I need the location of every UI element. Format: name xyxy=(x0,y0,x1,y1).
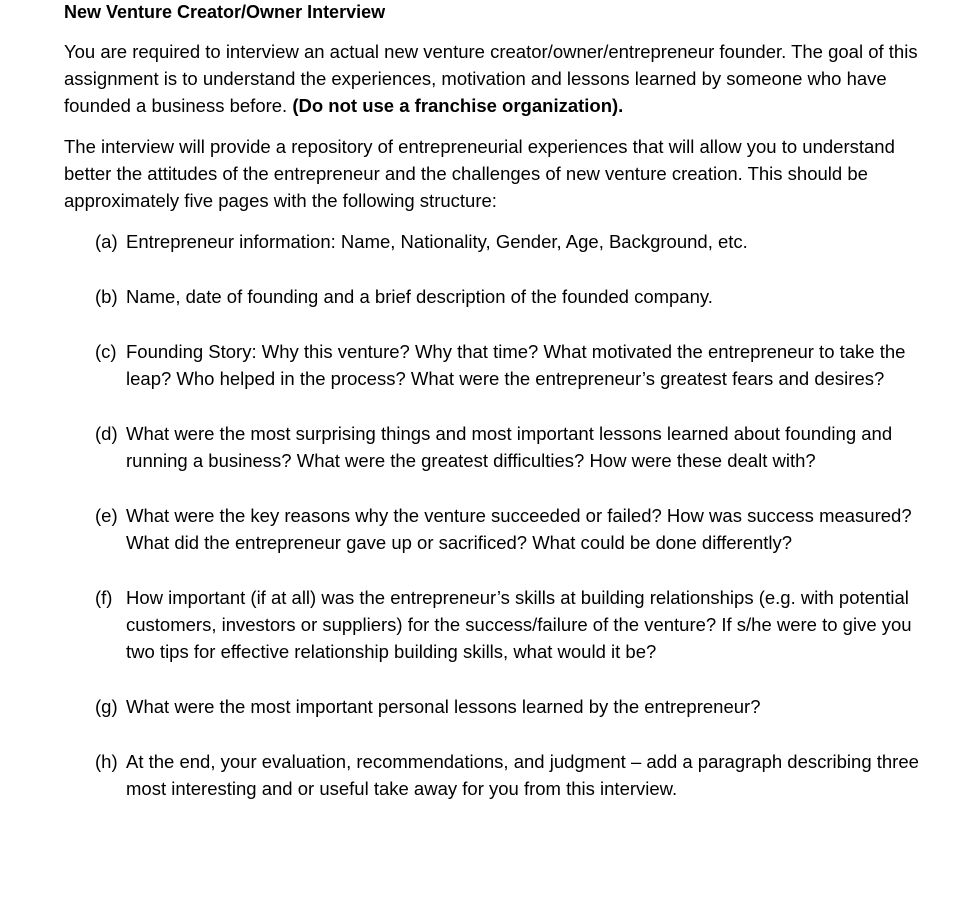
list-marker: (a) xyxy=(95,231,118,252)
list-item-text: Entrepreneur information: Name, Nationality, Gender, Age, Background, etc. xyxy=(126,231,748,252)
list-item-text: What were the most important personal lessons learned by the entrepreneur? xyxy=(126,696,761,717)
list-marker: (c) xyxy=(95,341,117,362)
list-item xyxy=(95,228,944,255)
list-item-text: What were the most surprising things and most important lessons learned about founding and running a business? What were the greatest difficulties? How were these dealt with? xyxy=(126,423,893,471)
franchise-note: (Do not use a franchise organization). xyxy=(292,95,624,116)
list-item xyxy=(95,502,944,556)
list-marker: (f) xyxy=(95,587,113,608)
list-marker: (d) xyxy=(95,423,118,444)
list-marker: (e) xyxy=(95,505,118,526)
list-item-text: Name, date of founding and a brief description of the founded company. xyxy=(126,286,713,307)
interview-structure-list xyxy=(95,228,944,802)
list-item xyxy=(95,584,944,665)
document-page xyxy=(64,0,944,802)
list-item xyxy=(95,338,944,392)
list-item xyxy=(95,283,944,310)
intro-paragraph-text: You are required to interview an actual new venture creator/owner/entrepreneur founder. The goal of this assignment is to understand the experiences, motivation and lessons learned by someone who have founded a business before. xyxy=(64,41,918,116)
document-title: New Venture Creator/Owner Interview xyxy=(64,2,386,22)
list-item xyxy=(95,693,944,720)
intro-paragraph xyxy=(64,38,944,119)
list-marker: (h) xyxy=(95,751,118,772)
list-marker: (g) xyxy=(95,696,118,717)
list-marker: (b) xyxy=(95,286,118,307)
list-item-text: How important (if at all) was the entrepreneur’s skills at building relationships (e.g. with potential customers, investors or suppliers) for the success/failure of the venture? If s/he were to give you two tips for effective relationship building skills, what would it be? xyxy=(126,587,912,662)
list-item-text: Founding Story: Why this venture? Why that time? What motivated the entrepreneur to take the leap? Who helped in the process? What were the entrepreneur’s greatest fears and desires? xyxy=(126,341,906,389)
structure-paragraph: The interview will provide a repository of entrepreneurial experiences that will allow you to understand better the attitudes of the entrepreneur and the challenges of new venture creation. This should be approximately five pages with the following structure: xyxy=(64,136,895,211)
list-item-text: What were the key reasons why the venture succeeded or failed? How was success measured? What did the entrepreneur gave up or sacrificed? What could be done differently? xyxy=(126,505,912,553)
list-item-text: At the end, your evaluation, recommendations, and judgment – add a paragraph describing three most interesting and or useful take away for you from this interview. xyxy=(126,751,919,799)
list-item xyxy=(95,420,944,474)
list-item xyxy=(95,748,944,802)
